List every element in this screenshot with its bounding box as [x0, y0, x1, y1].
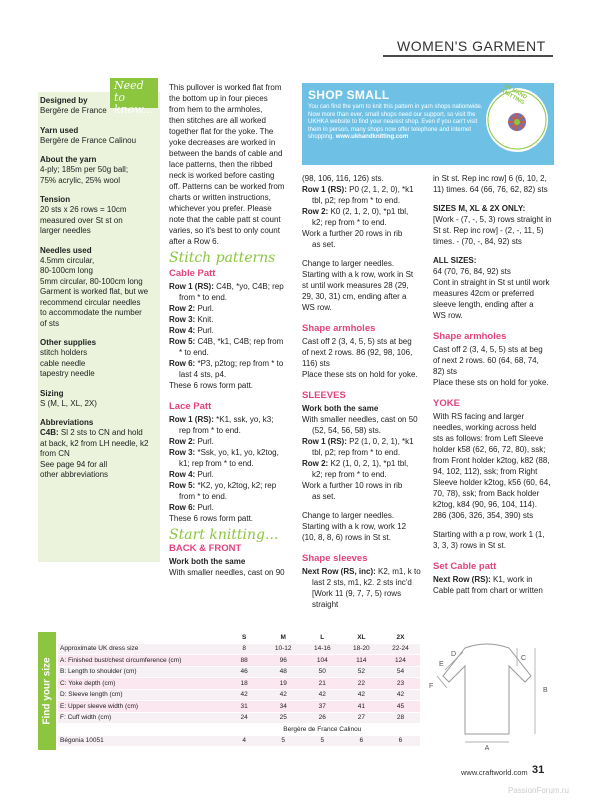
text-line: 116) sts — [302, 359, 330, 368]
sidebar-text: 5mm circular, 80-100cm long — [40, 276, 143, 286]
size-cell: 37 — [303, 701, 342, 713]
text-line: holder k58 (62, 66, 72, 80), ssk; — [433, 445, 546, 454]
size-cell: 96 — [264, 655, 303, 667]
page-section-title: WOMEN'S GARMENT — [397, 38, 546, 54]
footer-url[interactable]: www.craftworld.com — [461, 768, 528, 777]
text-line: Starting with a p row, work 1 (1, — [433, 530, 545, 539]
back-front-subheading: Work both the same — [169, 557, 246, 566]
sidebar-text: 75% acrylic, 25% wool — [40, 175, 121, 185]
sidebar-heading: Needles used — [40, 245, 92, 255]
text-line: Starting with a k row, work in St — [302, 270, 414, 279]
size-cell: 5 — [264, 735, 303, 747]
sidebar-heading: Sizing — [40, 388, 64, 398]
sidebar-text: 4.5mm circular, — [40, 255, 95, 265]
text-line: Row 4: Purl. — [169, 470, 214, 479]
size-cell: 25 — [264, 712, 303, 724]
size-row — [58, 655, 420, 667]
size-cell: 21 — [303, 678, 342, 690]
text-line: then stitches are all worked — [169, 116, 266, 125]
sidebar-text: stitch holders — [40, 348, 88, 357]
sizes-m-xl-2x-text — [433, 214, 557, 247]
text-line: Place these sts on hold for yoke. — [433, 378, 549, 387]
sidebar-text: to accommodate the number — [40, 308, 142, 317]
size-cell: 23 — [381, 678, 420, 690]
text-line: between the bands of cable and — [169, 149, 283, 158]
text-line: Row 1 (RS): *K1, ssk, yo, k3; — [169, 415, 274, 424]
text-line: [Work 11 (9, 7, 7, 5) rows straight — [312, 589, 402, 609]
column-1 — [169, 82, 297, 578]
size-row-label: E: Upper sleeve width (cm) — [58, 701, 225, 713]
text-line: from * to end. — [179, 293, 228, 302]
start-knitting-heading: Start knitting... — [169, 527, 279, 543]
diagram-label-e: E — [439, 661, 444, 668]
text-line: from hem to the armholes, — [169, 105, 263, 114]
sidebar-text: Bergère de France — [40, 106, 107, 115]
text-line: Next Row (RS, inc): K2, m1, k to — [302, 567, 421, 576]
text-line: Place these sts on hold for yoke. — [302, 370, 418, 379]
text-line: Sleeve holder k2tog, k56 (60, 64, — [433, 478, 551, 487]
diagram-label-d: D — [451, 651, 457, 658]
text-line: Row 5: *K2, yo, k2tog, k2; rep — [169, 481, 277, 490]
back-front-text: With smaller needles, cast on 90 — [169, 568, 285, 577]
size-cell: 6 — [381, 735, 420, 747]
size-row-label: A: Finished bust/chest circumference (cm) — [58, 655, 225, 667]
text-line: yoke decreases are worked in — [169, 138, 276, 147]
text-line: (10, 8, 8, 6) rows in St st. — [302, 533, 391, 542]
text-line: WS row. — [433, 311, 463, 320]
page-number: 31 — [532, 764, 545, 776]
text-line: These 6 rows form patt. — [169, 514, 254, 523]
text-line: of next 2 rows. 60 (64, 68, 74, — [433, 356, 539, 365]
text-line: (98, 106, 116, 126) sts. — [302, 174, 384, 183]
text-line: lace patterns, then the ribbed — [169, 160, 273, 169]
text-line: last 4 sts, p4. — [179, 370, 227, 379]
sidebar-text: C4B: Sl 2 sts to CN and hold — [40, 428, 143, 437]
size-row-label — [58, 632, 225, 643]
need-to-know-badge: Need to know... — [110, 78, 158, 108]
text-line: 286 (306, 326, 354, 390) sts — [433, 511, 534, 520]
size-row-label: Approximate UK dress size — [58, 643, 225, 655]
shape-sleeves-heading: Shape sleeves — [302, 553, 368, 564]
text-line: Row 3: *Ssk, yo, k1, yo, k2tog, — [169, 448, 279, 457]
text-line: Cast off 2 (3, 4, 5, 5) sts at beg — [433, 345, 543, 354]
text-line: * to end. — [179, 348, 209, 357]
size-header-row — [58, 632, 420, 643]
size-cell: 34 — [264, 701, 303, 713]
size-row — [58, 712, 420, 724]
sidebar-text: from CN — [40, 449, 70, 458]
text-line: measures 42cm or preferred — [433, 289, 534, 298]
all-sizes-heading: ALL SIZES: — [433, 256, 477, 265]
text-line: Row 2: K0 (2, 1, 2, 0), *p1 tbl, — [302, 207, 409, 216]
yoke-text — [433, 411, 557, 521]
text-line: St st. Rep inc row] - (2, -, 11, 5) — [433, 226, 544, 235]
size-row — [58, 701, 420, 713]
text-line: needles, working across held — [433, 423, 537, 432]
size-cell: 46 — [225, 666, 264, 678]
text-line: from Front holder k2tog, k82 (88, — [433, 456, 550, 465]
size-cell: 24 — [225, 712, 264, 724]
size-cell: 41 — [342, 701, 381, 713]
text-line: together flat for the yoke. The — [169, 127, 274, 136]
yarn-label: Bergère de France Calinou — [225, 724, 420, 736]
size-cell: 4 — [225, 735, 264, 747]
text-line: Row 2: Purl. — [169, 437, 214, 446]
size-cell: 14-16 — [303, 643, 342, 655]
text-line: k2tog, k84 (90, 96, 104, 114). — [433, 500, 537, 509]
sidebar-text: Garment is worked flat, but we — [40, 287, 149, 296]
diagram-label-f: F — [429, 683, 434, 690]
size-cell: 48 — [264, 666, 303, 678]
text-line: last 2 sts, m1, k2. 2 sts inc'd — [312, 578, 412, 587]
size-cell: 18-20 — [342, 643, 381, 655]
size-cell: 22 — [342, 678, 381, 690]
cable-patt-heading: Cable Patt — [169, 268, 216, 279]
size-cell: 18 — [225, 678, 264, 690]
yarn-quantity-row — [58, 735, 420, 747]
yoke-st-st-text — [433, 529, 557, 551]
shape-sleeves-text — [302, 566, 426, 610]
text-line: k2; rep from * to end. — [312, 218, 387, 227]
text-line: Cont in straight in St st until work — [433, 278, 550, 287]
size-row-label: Bégonia 10051 — [58, 735, 225, 747]
text-line: Row 5: C4B, *k1, C4B; rep from — [169, 337, 284, 346]
size-cell: 28 — [381, 712, 420, 724]
text-line: sleeve length, ending after a — [433, 300, 534, 309]
size-cell: 5 — [303, 735, 342, 747]
text-line: 70, 78), ssk; from Back holder — [433, 489, 540, 498]
text-line: tbl, p2; rep from * to end. — [312, 196, 401, 205]
size-cell: 52 — [342, 666, 381, 678]
lace-patt-heading: Lace Patt — [169, 401, 212, 412]
size-cell: 10-12 — [264, 643, 303, 655]
size-cell: 19 — [264, 678, 303, 690]
text-line: Change to larger needles. — [302, 259, 395, 268]
sidebar-text: 4-ply; 185m per 50g ball; — [40, 165, 129, 174]
text-line: sts as follows: from Left Sleeve — [433, 434, 544, 443]
stitch-patterns-heading: Stitch patterns — [169, 250, 276, 266]
sidebar-heading: Other supplies — [40, 338, 97, 347]
size-table — [58, 632, 420, 747]
text-line: (52, 54, 56, 58) sts. — [312, 426, 381, 435]
text-line: st until work measures 28 (29, — [302, 281, 409, 290]
text-line: 29, 30, 31) cm, ending after a — [302, 292, 407, 301]
column-3 — [433, 173, 557, 596]
text-line: Work a further 10 rows in rib — [302, 481, 403, 490]
sidebar-text: 80-100cm long — [40, 266, 93, 275]
text-line: varies, so it's best to only count — [169, 226, 280, 235]
text-line: charts or written instructions, — [169, 193, 271, 202]
size-row — [58, 666, 420, 678]
sidebar-text: S (M, L, XL, 2X) — [40, 398, 97, 408]
set-cable-patt-text — [433, 574, 557, 596]
size-cell: 22-24 — [381, 643, 420, 655]
watermark: PassionForum.ru — [508, 786, 569, 795]
size-row-label: C: Yoke depth (cm) — [58, 678, 225, 690]
shop-small-text: You can find the yarn to knit this pattern in yarn shops nationwide. Now more than ever, small shops need our support, so visit the UKHKA website to find your nearest shop. Even if you can't visit them in person, many shops now offer telephone and internet shopping. www.ukhandknitting.com — [308, 104, 483, 140]
size-cell: 8 — [225, 643, 264, 655]
size-cell: M — [264, 632, 303, 643]
text-line: Change to larger needles. — [302, 511, 395, 520]
ukhka-link[interactable]: www.ukhandknitting.com — [335, 134, 409, 140]
text-line: whichever you prefer. Please — [169, 204, 272, 213]
size-cell: 42 — [225, 689, 264, 701]
size-cell: 42 — [342, 689, 381, 701]
sidebar-text: of sts — [40, 318, 60, 328]
text-line: 11) times. 64 (66, 76, 62, 82) sts — [433, 185, 548, 194]
text-line: With RS facing and larger — [433, 412, 525, 421]
text-line: With smaller needles, cast on 50 — [302, 415, 418, 424]
size-cell: 31 — [225, 701, 264, 713]
text-line: These 6 rows form patt. — [169, 381, 254, 390]
size-cell: 54 — [381, 666, 420, 678]
back-shape-armholes-heading: Shape armholes — [302, 323, 376, 334]
text-line: k2; rep from * to end. — [312, 470, 387, 479]
text-line: Row 2: K2 (1, 0, 2, 1), *p1 tbl, — [302, 459, 409, 468]
text-line: [Work - (7, -, 5, 3) rows straight in — [433, 215, 552, 224]
sleeves-text — [302, 414, 426, 502]
text-line: as set. — [312, 240, 336, 249]
sidebar-text: See page 94 for all — [40, 459, 108, 469]
size-row-label: B: Length to shoulder (cm) — [58, 666, 225, 678]
sidebar-heading: Tension — [40, 195, 71, 204]
size-cell: L — [303, 632, 342, 643]
back-front-heading: BACK & FRONT — [169, 543, 242, 554]
size-cell: 2X — [381, 632, 420, 643]
yoke-heading: YOKE — [433, 398, 460, 409]
text-line: 94, 102, 112), ssk; from Right — [433, 467, 538, 476]
text-line: neck is worked before casting — [169, 171, 275, 180]
text-line: of next 2 rows. 86 (92, 98, 106, — [302, 348, 413, 357]
sleeve-shape-armholes-heading: Shape armholes — [433, 331, 507, 342]
column-2 — [302, 173, 426, 610]
text-line: This pullover is worked flat from — [169, 83, 282, 92]
size-cell: 42 — [264, 689, 303, 701]
size-cell: 6 — [342, 735, 381, 747]
text-line: Row 1 (RS): P2 (1, 0, 2, 1), *k1 — [302, 437, 414, 446]
sidebar-heading: Designed by — [40, 96, 88, 105]
sizes-m-xl-2x-heading: SIZES M, XL & 2X ONLY: — [433, 204, 526, 213]
text-line: Row 4: Purl. — [169, 326, 214, 335]
text-line: Next Row (RS): K1, work in — [433, 575, 533, 584]
size-cell: 42 — [381, 689, 420, 701]
sidebar-text: 20 sts x 26 rows = 10cm — [40, 205, 127, 214]
sidebar-text: other abbreviations — [40, 470, 109, 479]
shop-small-title: SHOP SMALL — [308, 88, 390, 102]
uk-hand-knitting-logo — [486, 82, 548, 152]
all-sizes-text — [433, 266, 557, 321]
yarn-label-row — [58, 724, 420, 736]
sidebar-text: Bergère de France Calinou — [40, 135, 137, 145]
diagram-label-b: B — [543, 687, 548, 694]
diagram-label-a: A — [484, 745, 490, 752]
text-line: 64 (70, 76, 84, 92) sts — [433, 267, 511, 276]
text-line: Cast off 2 (3, 4, 5, 5) sts at beg — [302, 337, 412, 346]
size-cell: 104 — [303, 655, 342, 667]
sidebar-text: at back, k2 from LH needle, k2 — [40, 438, 149, 448]
text-line: after a Row 6. — [169, 237, 219, 246]
text-line: Row 3: Knit. — [169, 315, 214, 324]
size-cell: 27 — [342, 712, 381, 724]
sidebar-text: larger needles — [40, 226, 91, 235]
text-line: k1; rep from * to end. — [179, 459, 254, 468]
size-row-label: F: Cuff width (cm) — [58, 712, 225, 724]
text-line: as set. — [312, 492, 336, 501]
size-row-label: D: Sleeve length (cm) — [58, 689, 225, 701]
text-line: note that the cable patt st count — [169, 215, 281, 224]
sidebar-heading: Abbreviations — [40, 418, 94, 427]
garment-schematic — [425, 636, 555, 754]
logo-text: UK HAND KNITTING — [499, 82, 528, 107]
lace-patt-rows — [169, 414, 297, 524]
size-cell: 50 — [303, 666, 342, 678]
sidebar-text: recommend circular needles — [40, 297, 141, 307]
text-line: in St st. Rep inc row] 6 (6, 10, 2, — [433, 174, 547, 183]
back-rib-rows — [302, 173, 426, 250]
size-row — [58, 689, 420, 701]
cable-patt-rows — [169, 281, 297, 391]
find-your-size-tab: Find your size — [38, 632, 56, 750]
text-line: from * to end. — [179, 492, 228, 501]
text-line: Row 2: Purl. — [169, 304, 214, 313]
sidebar-text: cable needle — [40, 358, 86, 368]
size-cell: S — [225, 632, 264, 643]
sidebar-text: tapestry needle — [40, 369, 95, 378]
text-line: the bottom up in four pieces — [169, 94, 268, 103]
sleeve-inc-text — [433, 173, 557, 195]
back-body-text — [302, 258, 426, 313]
text-line: Row 1 (RS): P0 (2, 1, 2, 0), *k1 — [302, 185, 414, 194]
sleeve-shape-armholes-text — [433, 344, 557, 388]
intro-text — [169, 82, 297, 247]
text-line: Starting with a k row, work 12 — [302, 522, 407, 531]
size-cell: 88 — [225, 655, 264, 667]
text-line: Row 1 (RS): C4B, *yo, C4B; rep — [169, 282, 284, 291]
sidebar-heading: Yarn used — [40, 125, 79, 135]
size-row — [58, 643, 420, 655]
size-row — [58, 678, 420, 690]
size-cell: 124 — [381, 655, 420, 667]
size-cell: 26 — [303, 712, 342, 724]
text-line: Row 6: *P3, p2tog; rep from * to — [169, 359, 284, 368]
text-line: Row 6: Purl. — [169, 503, 214, 512]
text-line: WS row. — [302, 303, 332, 312]
sleeves-subheading: Work both the same — [302, 404, 379, 413]
text-line: times. - (70, -, 84, 92) sts — [433, 237, 522, 246]
text-line: 3, 3, 3) rows in St st. — [433, 541, 506, 550]
set-cable-patt-heading: Set Cable patt — [433, 561, 497, 572]
sleeves-st-st-text — [302, 510, 426, 543]
text-line: 82) sts — [433, 367, 458, 376]
size-cell: 45 — [381, 701, 420, 713]
sidebar-text: measured over St st on — [40, 215, 123, 225]
size-cell: 114 — [342, 655, 381, 667]
sleeves-heading: SLEEVES — [302, 390, 346, 401]
text-line: Cable patt from chart or written — [433, 586, 543, 595]
header-rule — [383, 55, 553, 57]
need-to-know-panel — [38, 92, 160, 562]
size-cell: XL — [342, 632, 381, 643]
text-line: Work a further 20 rows in rib — [302, 229, 403, 238]
diagram-label-c: C — [521, 655, 527, 662]
text-line: off. Patterns can be worked from — [169, 182, 285, 191]
text-line: tbl, p2; rep from * to end. — [312, 448, 401, 457]
text-line: rep from * to end. — [179, 426, 241, 435]
sidebar-heading: About the yarn — [40, 155, 97, 164]
back-shape-armholes-text — [302, 336, 426, 380]
size-cell: 42 — [303, 689, 342, 701]
